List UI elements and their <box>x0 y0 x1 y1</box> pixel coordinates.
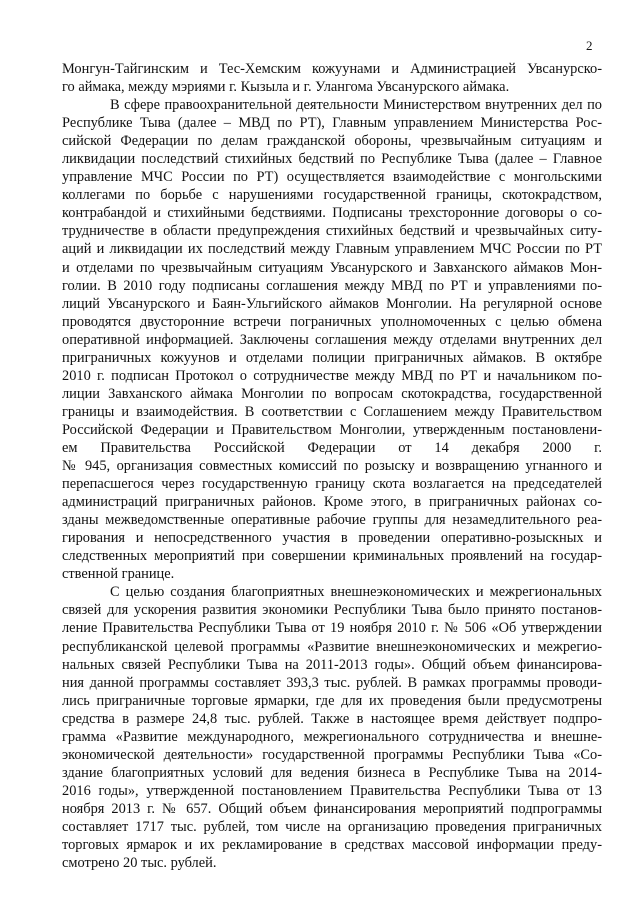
text-line: № 945, организация совместных комиссий по розыску и возвращению угнанного и <box>62 458 602 475</box>
text-line: сийской Федерации по делам гражданской обороны, чрезвычайным ситуациям и <box>62 133 602 150</box>
text-line: лись приграничные торговые ярмарки, где для их проведения были предусмотрены <box>62 692 602 709</box>
text-line: контрабандой и стихийными бедствиями. Подписаны трехсторонние договоры о со- <box>62 205 602 222</box>
text-line: проводятся двусторонние встречи пограничных уполномоченных с целью обмена <box>62 313 602 330</box>
page-number: 2 <box>586 38 593 53</box>
text-line: 2016 годы», утвержденной постановлением Правительства Республики Тыва от 13 <box>62 782 602 799</box>
text-line: администраций приграничных районов. Кроме этого, в приграничных районах со- <box>62 494 602 511</box>
document-body <box>62 60 602 872</box>
text-line: лиции Завханского аймака Монголии по вопросам скотокрадства, государственной <box>62 385 602 402</box>
text-line: перепасшегося через государственную границу скота возлагается на председателей <box>62 476 602 493</box>
text-line: В сфере правоохранительной деятельности Министерством внутренних дел по <box>110 97 602 114</box>
text-line: трудничестве в области предупреждения стихийных бедствий и чрезвычайных ситу- <box>62 223 602 240</box>
text-line: ликвидации последствий стихийных бедствий по Республике Тыва (далее – Главное <box>62 151 602 168</box>
text-line: оперативной информацией. Заключены соглашения между отделами внутренних дел <box>62 331 602 348</box>
text-line: 2010 г. подписан Протокол о сотрудничестве между МВД по РТ и начальником по- <box>62 367 602 384</box>
text-line: Российской Федерации и Правительством Монголии, утвержденным постановлени- <box>62 421 602 438</box>
text-line: и отделами по чрезвычайным ситуациям Увсанурского и Завханского аймаков Мон- <box>62 259 602 276</box>
text-line: экономической деятельности» государственной программы Республики Тыва «Со- <box>62 746 602 763</box>
text-line: коллегами по борьбе с нарушениями государственной границы, скотокрадством, <box>62 187 602 204</box>
text-line: управление МЧС России по РТ) осуществляется взаимодействие с монгольскими <box>62 169 602 186</box>
text-line: здание благоприятных условий для ведения бизнеса в Республике Тыва на 2014- <box>62 764 602 781</box>
paragraph <box>62 96 602 583</box>
text-line: гирования и непосредственного участия в проведении оперативно-розыскных и <box>62 530 602 547</box>
text-line: смотрено 20 тыс. рублей. <box>62 855 217 872</box>
text-line: республиканской целевой программы «Развитие внешнеэкономических и межрегио- <box>62 638 602 655</box>
text-line: го аймака, между мэриями г. Кызыла и г. Улангома Увсанурского аймака. <box>62 79 510 96</box>
text-line: Монгун-Тайгинским и Тес-Хемским кожуунами и Администрацией Увсанурско- <box>62 61 602 77</box>
text-line: С целью создания благоприятных внешнеэкономических и межрегиональных <box>110 584 602 601</box>
text-line: лиций Увсанурского и Баян-Ульгийского аймаков Монголии. На регулярной основе <box>62 295 602 312</box>
text-line: голии. В 2010 году подписаны соглашения между МВД по РТ и управлениями по- <box>62 277 602 294</box>
text-line: границы и взаимодействия. В соответствии с Соглашением между Правительством <box>62 403 602 420</box>
text-line: Республике Тыва (далее – МВД по РТ), Главным управлением Министерства Рос- <box>62 115 602 132</box>
text-line: нальных связей Республики Тыва на 2011-2013 годы». Общий объем финансирова- <box>62 656 602 673</box>
text-line: составляет 1717 тыс. рублей, том числе на организацию проведения приграничных <box>62 818 602 835</box>
text-line: грамма «Развитие международного, межрегионального сотрудничества и внешне- <box>62 728 602 745</box>
paragraph <box>62 60 602 96</box>
text-line: средства в размере 24,8 тыс. рублей. Также в настоящее время действует подпро- <box>62 710 602 727</box>
text-line: приграничных кожуунов и отделами полиции приграничных аймаков. В октябре <box>62 349 602 366</box>
text-line: ем Правительства Российской Федерации от 14 декабря 2000 г. <box>62 439 602 456</box>
text-line: связей для ускорения развития экономики Республики Тыва было принято постанов- <box>62 602 602 619</box>
text-line: аций и ликвидации их последствий между Главным управлением МЧС России по РТ <box>62 241 602 258</box>
text-line: ния данной программы составляет 393,3 тыс. рублей. В рамках программы проводи- <box>62 674 602 691</box>
text-line: ление Правительства Республики Тыва от 19 ноября 2010 г. № 506 «Об утверждении <box>62 620 602 637</box>
text-line: ноября 2013 г. № 657. Общий объем финансирования мероприятий подпрограммы <box>62 800 602 817</box>
text-line: следственных мероприятий при совершении криминальных проявлений на государ- <box>62 548 602 565</box>
text-line: торговых ярмарок и их рекламирование в средствах массовой информации преду- <box>62 837 602 854</box>
text-line: ственной границе. <box>62 566 175 583</box>
text-line: зданы межведомственные оперативные рабочие группы для незамедлительного реа- <box>62 512 602 529</box>
paragraph <box>62 583 602 872</box>
